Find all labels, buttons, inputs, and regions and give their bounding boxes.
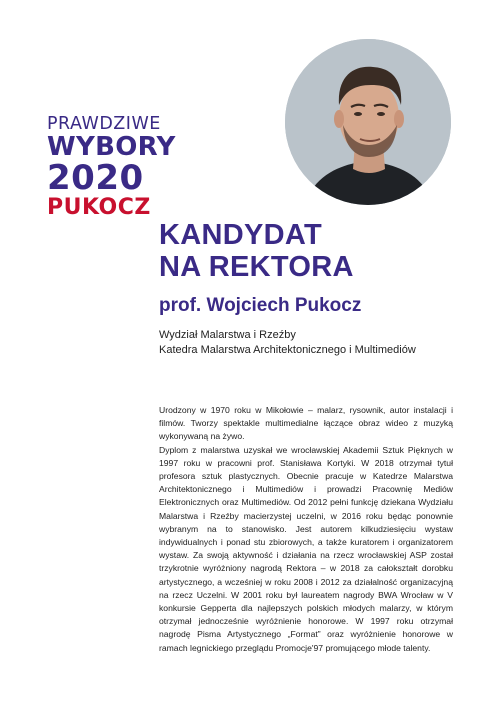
logo-line-prawdziwe: PRAWDZIWE [47, 114, 161, 134]
logo-line-year: 2020 [47, 158, 144, 198]
page-headline [159, 219, 354, 283]
bio-paragraph-2: Dyplom z malarstwa uzyskał we wrocławskiej Akademii Sztuk Pięknych w 1997 roku w pracowni prof. Stanisława Kortyki. W 2018 otrzymał tytuł profesora sztuk plastycznych. Obecnie pracuje w Katedrze Malarstwa Architektonicznego i Multimediów i prowadzi Pracownię Mediów Elektronicznych oraz Multimediów. Od 2012 pełni funkcję dziekana Wydziału Malarstwa i Rzeźby macierzystej uczelni, w 2016 roku będąc ponownie wybranym na to stanowisko. Jest autorem kilkudziesięciu wystaw indywidualnych i ponad stu zbiorowych, a także kuratorem i organizatorem wystaw. Za swoją aktywność i działania na rzecz wrocławskiej ASP został trzykrotnie wyróżniony nagrodą Rektora – w 2018 za całokształt dorobku artystycznego, a wcześniej w roku 2008 i 2012 za działalność organizacyjną na rzecz Uczelni. W 2001 roku był laureatem nagrody BWA Wrocław w V konkursie Gepperta dla najlepszych polskich młodych malarzy, w którym otrzymał jednocześnie wyróżnienie honorowe. W 1997 roku otrzymał nagrodę Pisma Artystycznego „Format” oraz wyróżnienie honorowe w ramach legnickiego przeglądu Promocje'97 promującego młode talenty. [159, 444, 453, 653]
candidate-portrait [285, 39, 451, 205]
headline-line-2: NA REKTORA [159, 251, 354, 283]
logo-line-wybory: WYBORY [47, 132, 176, 162]
department-name: Katedra Malarstwa Architektonicznego i Multimediów [159, 344, 416, 356]
candidate-biography [159, 404, 453, 655]
election-logo [47, 114, 176, 221]
headline-line-1: KANDYDAT [159, 219, 322, 251]
logo-line-surname: PUKOCZ [47, 195, 151, 220]
candidate-name: prof. Wojciech Pukocz [159, 295, 362, 316]
candidate-affiliation [159, 328, 416, 358]
bio-paragraph-1: Urodzony w 1970 roku w Mikołowie – malarz, rysownik, autor instalacji i filmów. Tworzy spektakle multimedialne łączące obraz wideo z muzyką wykonywaną na żywo. [159, 405, 453, 442]
faculty-name: Wydział Malarstwa i Rzeźby [159, 329, 296, 341]
